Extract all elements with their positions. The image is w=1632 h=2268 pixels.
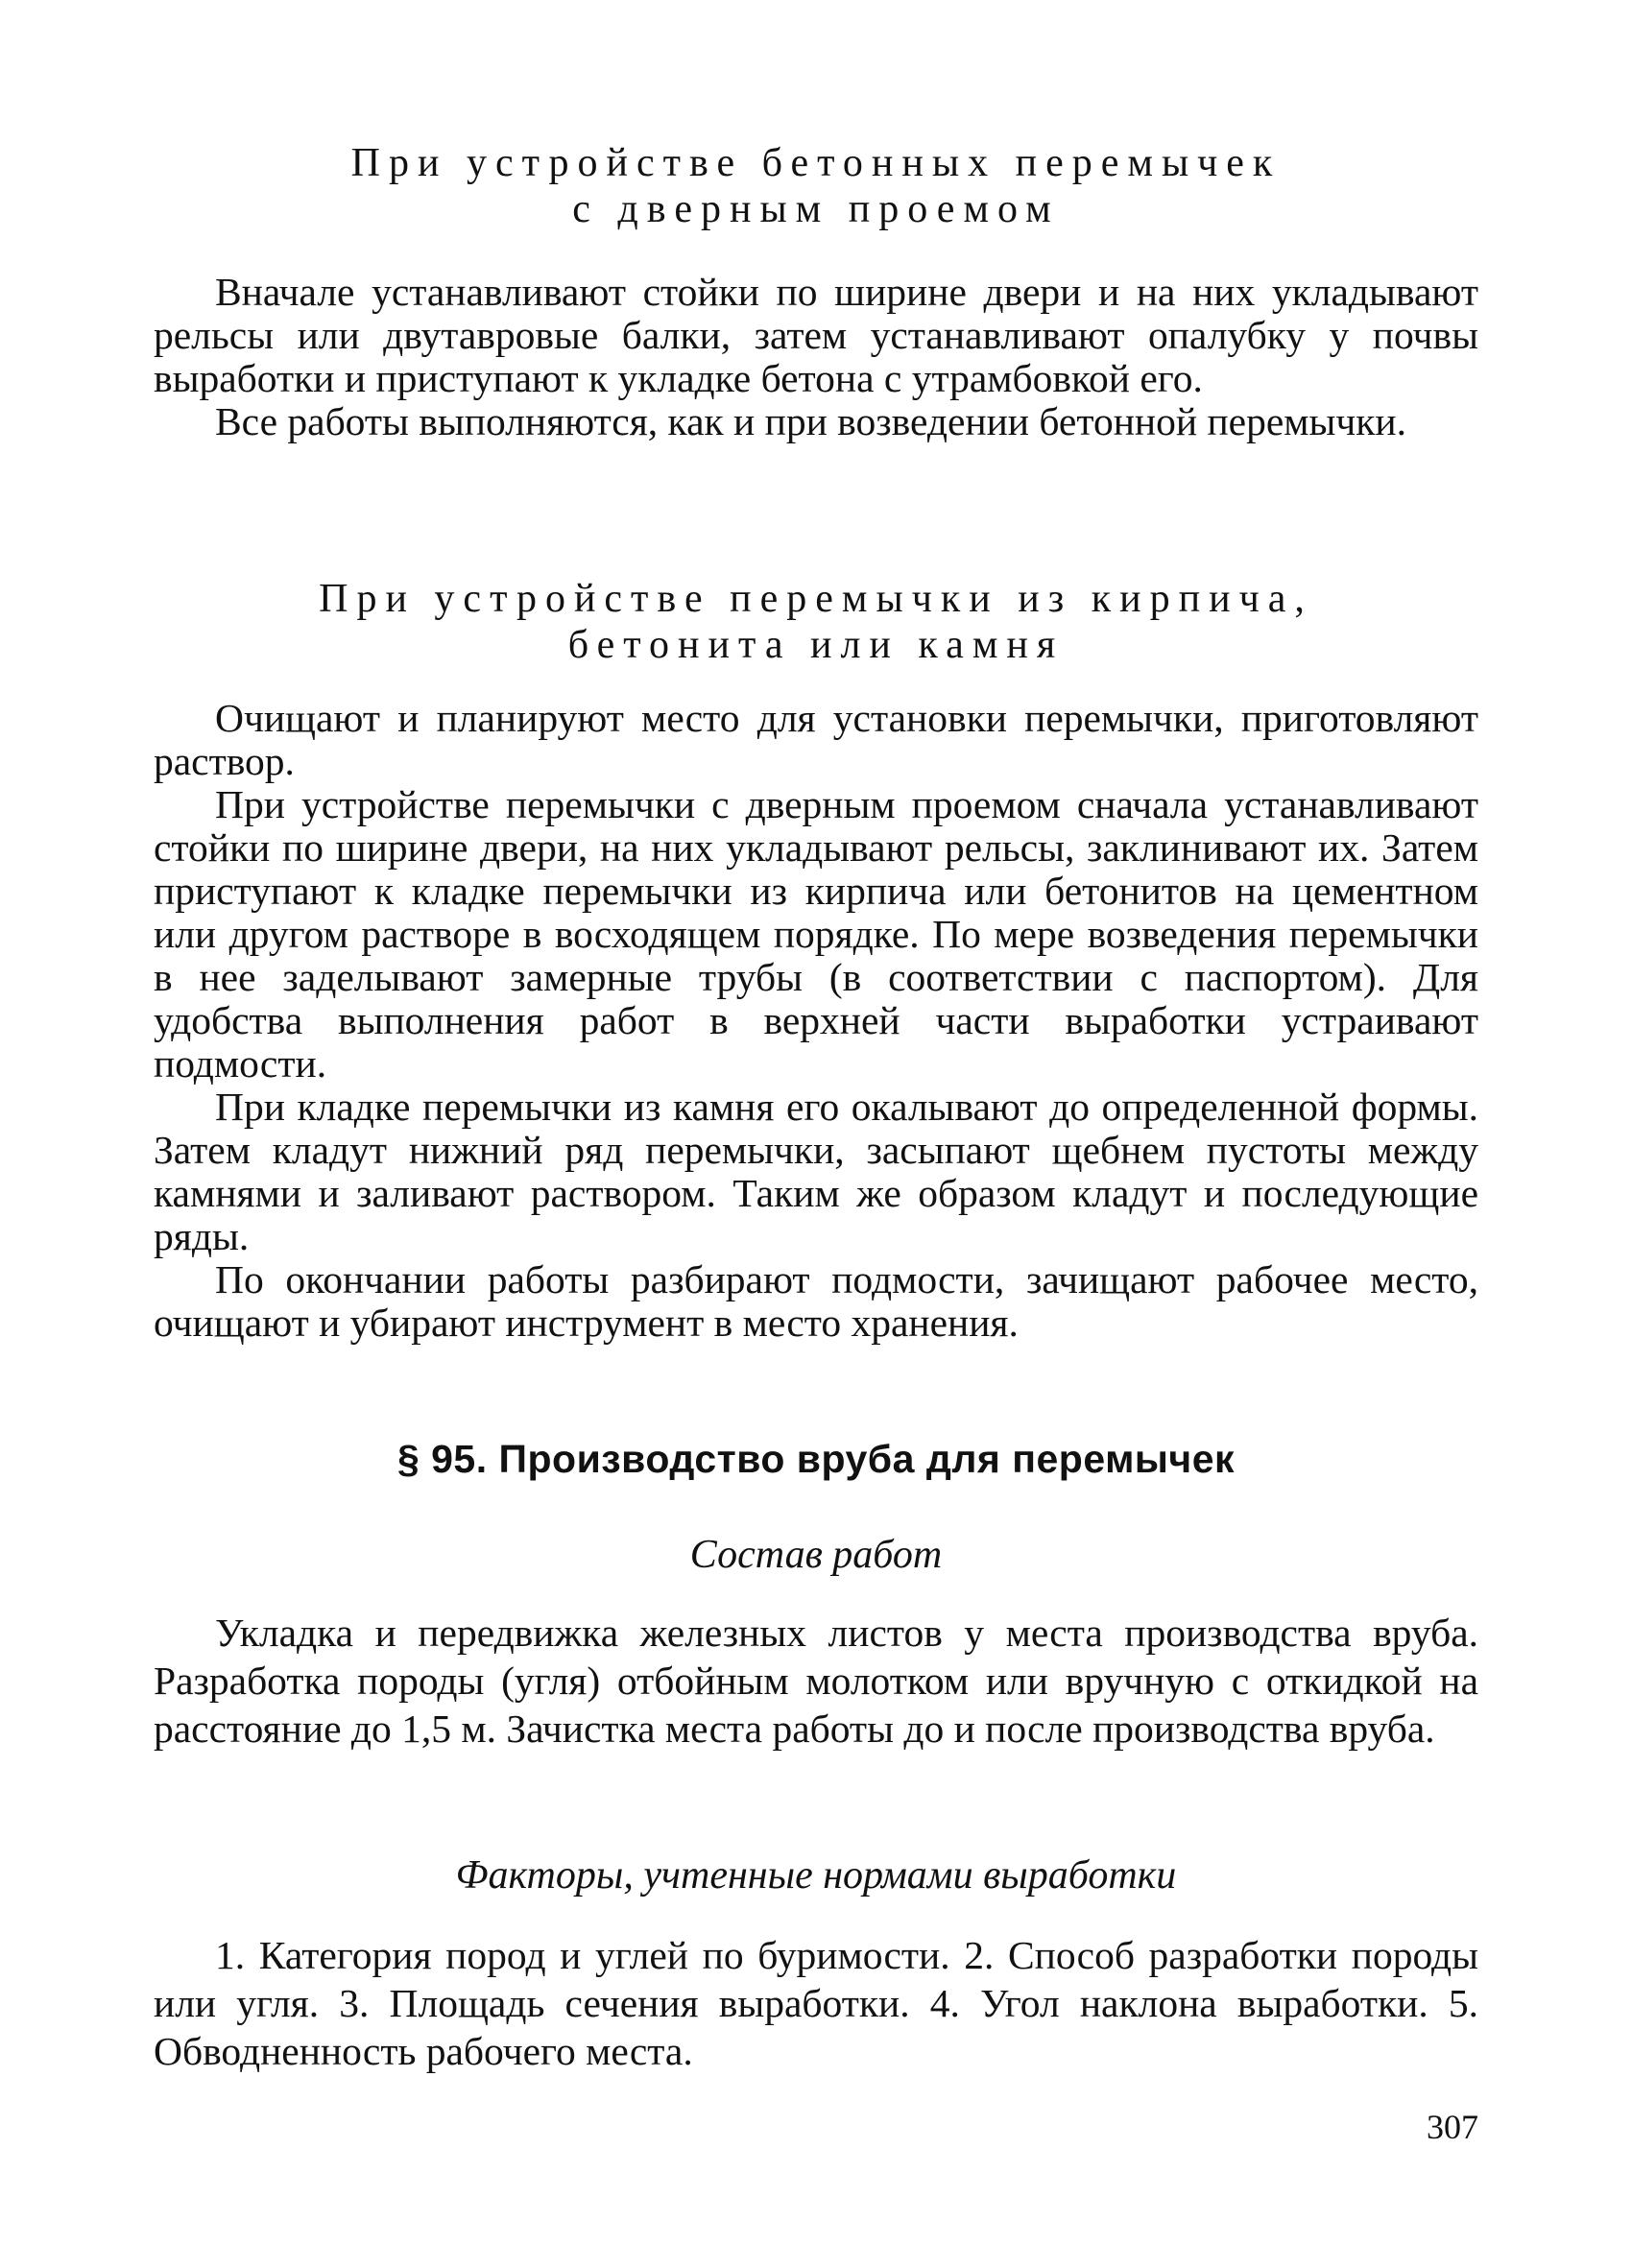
brick-lintel-text xyxy=(154,697,1478,1345)
paragraph: Все работы выполняются, как и при возведении бетонной перемычки. xyxy=(215,399,1407,443)
heading-door-lintel xyxy=(154,140,1478,232)
door-lintel-text xyxy=(154,271,1478,443)
work-composition-text: Укладка и передвижка железных листов у места производства вруба. Разработка породы (угля) отбойным молотком или вручную с откидкой на расстояние до 1,5 м. Зачистка места работы до и после производства вруба. xyxy=(154,1611,1478,1751)
paragraph: При кладке перемычки из камня его окалывают до определенной формы. Затем кладут нижний ряд перемычки, засыпают щебнем пустоты между камнями и заливают раствором. Таким же образом кладут и последующие ряды. xyxy=(154,1085,1478,1258)
page-number: 307 xyxy=(1427,2108,1478,2146)
heading-door-lintel-line1: При устройстве бетонных перемычек xyxy=(350,141,1282,185)
heading-door-lintel-line2: с дверным проемом xyxy=(572,187,1060,231)
paragraph: Вначале устанавливают стойки по ширине двери и на них укладывают рельсы или двутавровые балки, затем устанавливают опалубку у почвы выработки и приступают к укладке бетона с утрамбовкой его. xyxy=(154,270,1478,400)
factors-heading: Факторы, учтенные нормами выработки xyxy=(455,1853,1177,1898)
heading-brick-lintel xyxy=(154,576,1478,668)
work-composition-heading: Состав работ xyxy=(689,1533,943,1577)
heading-brick-lintel-line2: бетонита или камня xyxy=(567,623,1065,667)
heading-brick-lintel-line1: При устройстве перемычки из кирпича, xyxy=(319,577,1313,621)
paragraph: При устройстве перемычки с дверным проемом сначала устанавливают стойки по ширине двери, на них укладывают рельсы, заклинивают их. Затем приступают к кладке перемычки из кирпича или бетонитов на цементном или другом растворе в восходящем порядке. По мере возведения перемычки в нее заделывают замерные трубы (в соответствии с паспортом). Для удобства выполнения работ в верхней части выработки устраивают подмости. xyxy=(154,782,1478,1086)
paragraph: Очищают и планируют место для установки перемычки, приготовляют раствор. xyxy=(154,696,1478,783)
factors-text: 1. Категория пород и углей по буримости. 2. Способ разработки породы или угля. 3. Площадь сечения выработки. 4. Угол наклона выработки. 5. Обводненность рабочего места. xyxy=(154,1933,1478,2073)
section-title: § 95. Производство вруба для перемычек xyxy=(396,1437,1236,1481)
book-page xyxy=(154,0,1478,2268)
paragraph: По окончании работы разбирают подмости, зачищают рабочее место, очищают и убирают инструмент в место хранения. xyxy=(154,1257,1478,1345)
